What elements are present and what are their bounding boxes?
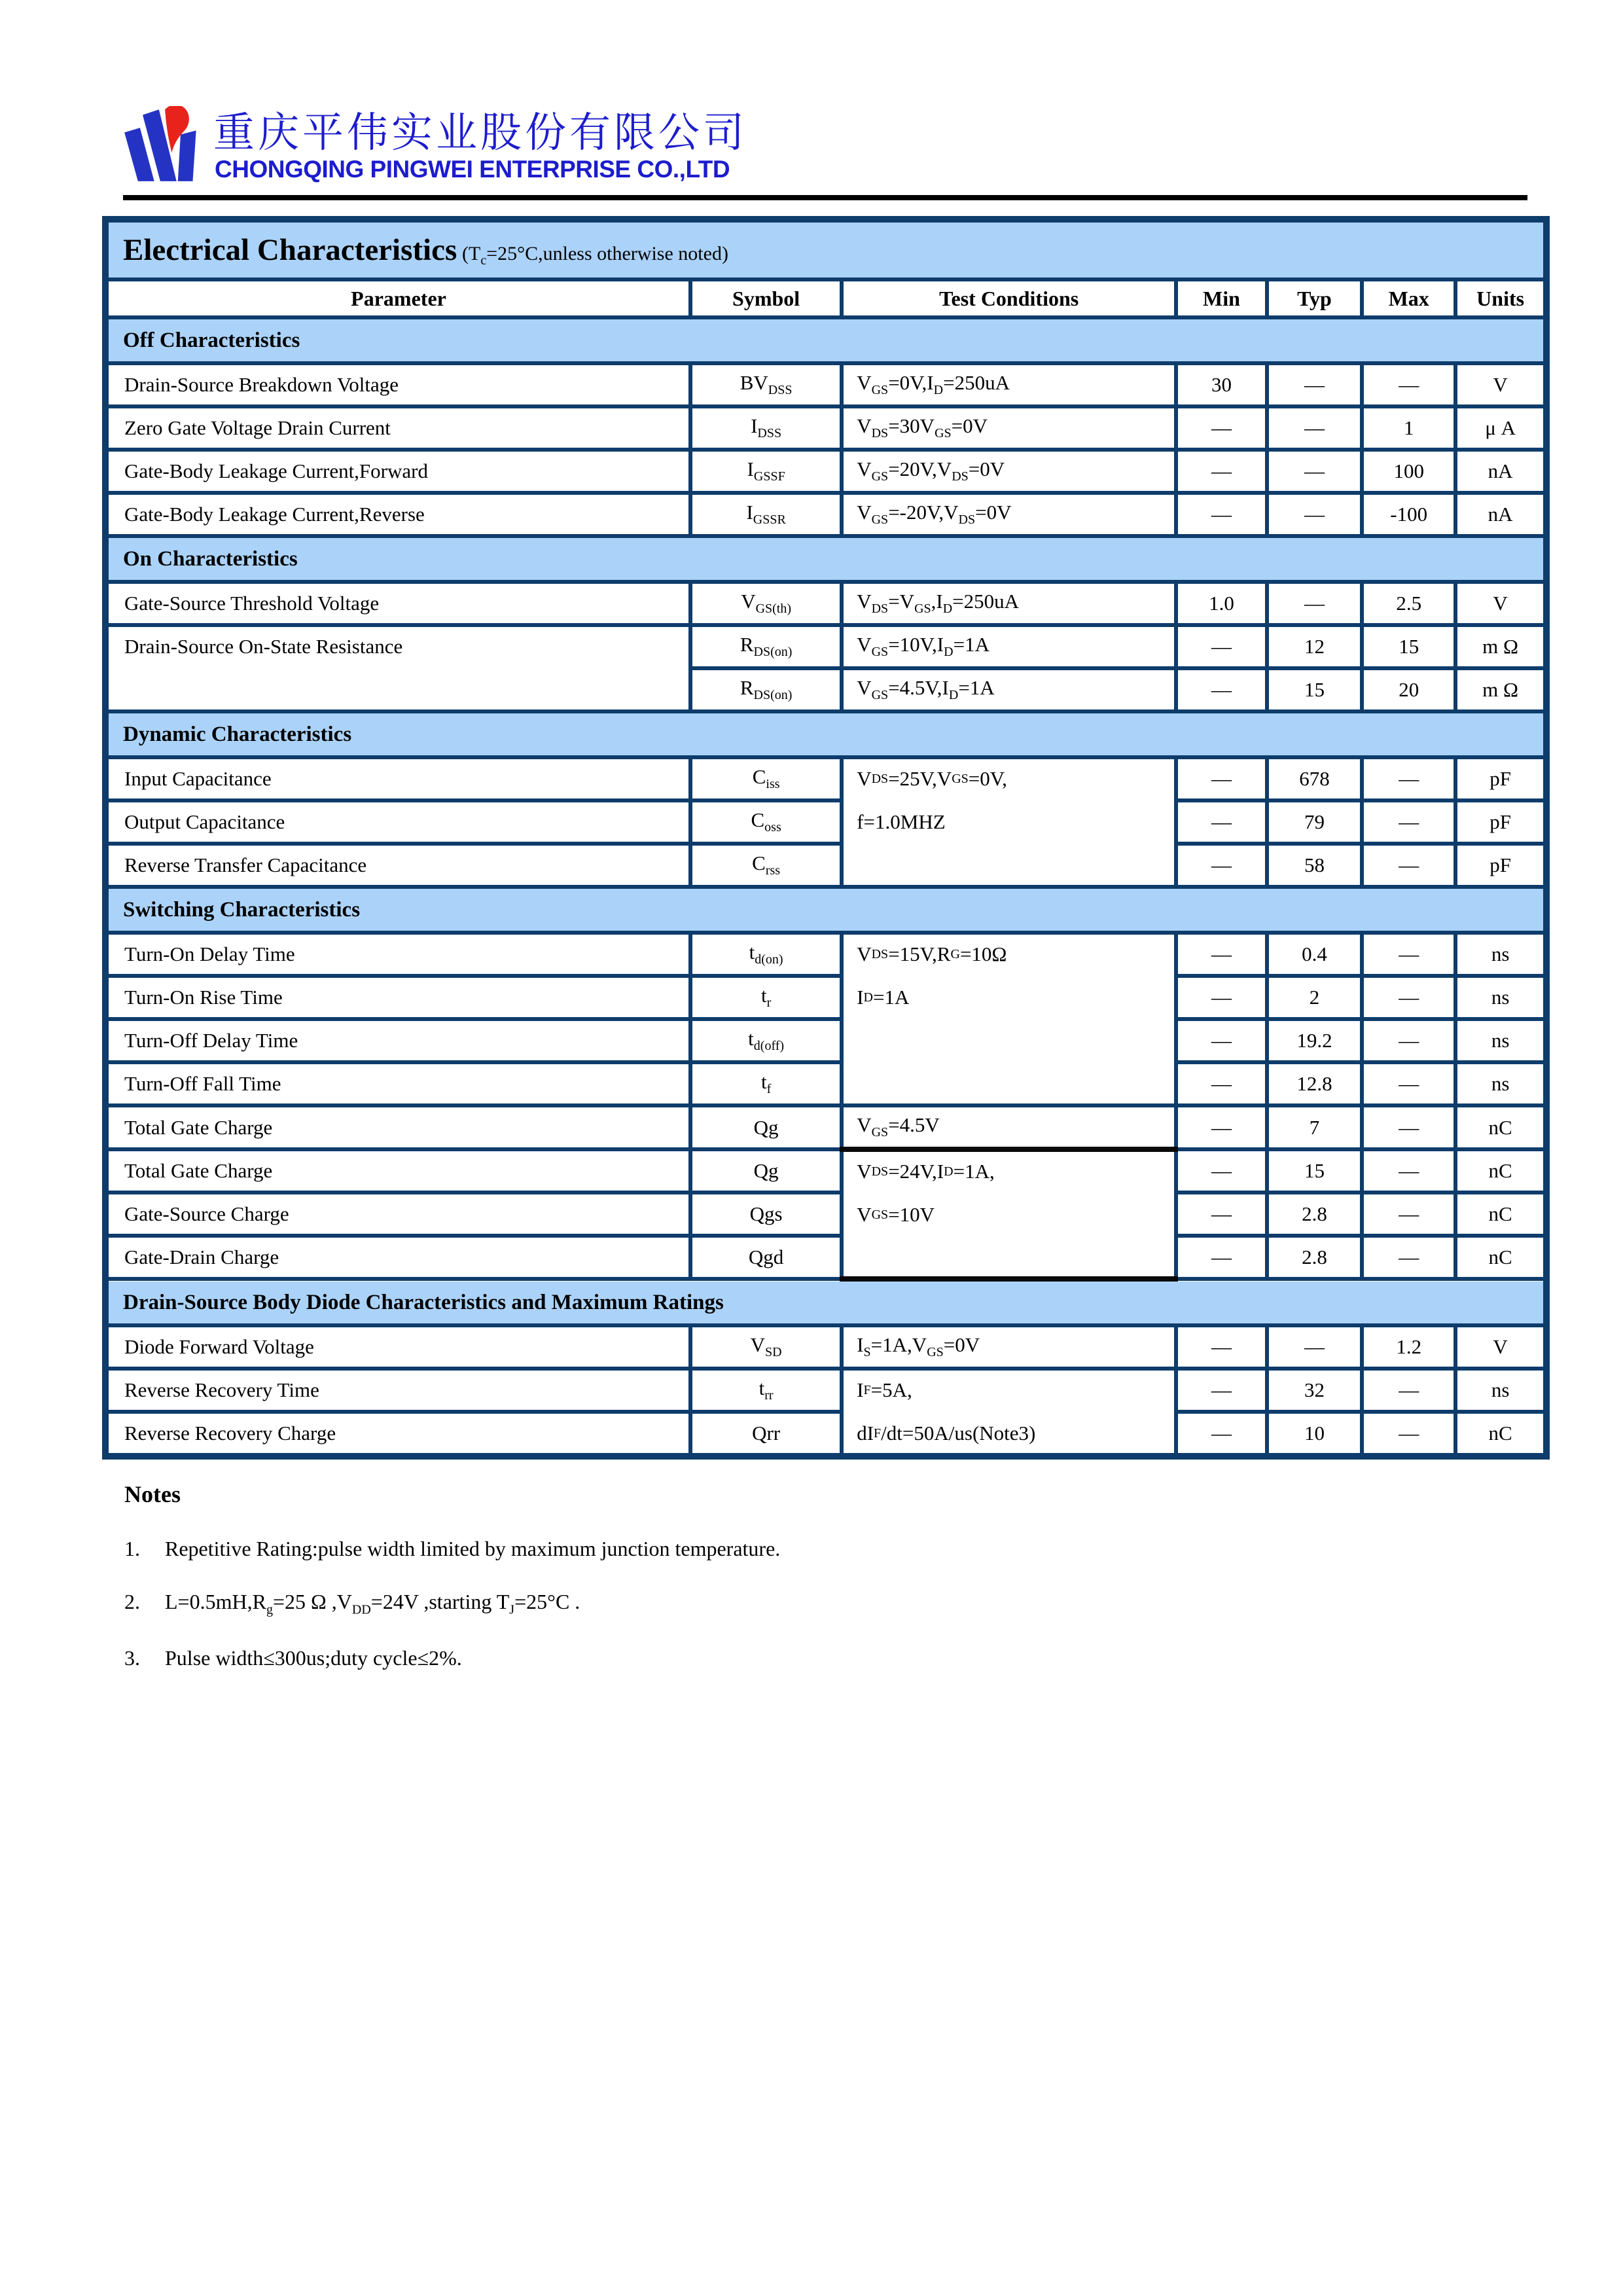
units-cell: nC [1455,1149,1546,1193]
cond-cell: $V_{DS}=V_{GS},I_D=250uA$ [842,582,1176,625]
typ-cell: 12 [1267,625,1362,668]
company-logo-icon [122,106,203,182]
units-cell: V [1455,363,1546,406]
symbol-cell: Qg [690,1105,842,1149]
units-cell: nA [1455,493,1546,536]
units-cell: V [1455,582,1546,625]
min-cell: — [1176,493,1267,536]
cond-cell: $I_S=1A,V_{GS}=0V$ [842,1325,1176,1369]
symbol-cell: $I_{GSSF}$ [690,450,842,493]
param-cell: Gate-Drain Charge [105,1236,690,1279]
max-cell: 15 [1362,625,1455,668]
typ-cell: — [1267,1325,1362,1369]
table-row [105,800,1546,844]
typ-cell: 79 [1267,800,1362,844]
max-cell: 2.5 [1362,582,1455,625]
symbol-cell: Qg [690,1149,842,1193]
table-row [105,406,1546,450]
note-number: 3. [124,1646,140,1670]
symbol-cell: $C_{oss}$ [690,800,842,844]
max-cell: — [1362,800,1455,844]
max-cell: — [1362,933,1455,976]
symbol-cell: $t_r$ [690,976,842,1019]
typ-cell: 19.2 [1267,1019,1362,1062]
units-cell: nC [1455,1236,1546,1279]
cond-cell: $V_{GS}=0V,I_D=250uA$ [842,363,1176,406]
param-cell: Turn-Off Delay Time [105,1019,690,1062]
units-cell: nC [1455,1412,1546,1456]
col-header-max: Max [1362,279,1455,317]
units-cell: nC [1455,1193,1546,1236]
column-header-row [105,279,1546,317]
param-cell: Reverse Transfer Capacitance [105,844,690,887]
min-cell: — [1176,668,1267,711]
note-item [124,1646,1302,1670]
units-cell: ns [1455,1062,1546,1105]
param-cell: Turn-On Rise Time [105,976,690,1019]
param-cell: Gate-Source Charge [105,1193,690,1236]
col-header-test-conditions: Test Conditions [842,279,1176,317]
typ-cell: 2.8 [1267,1193,1362,1236]
table-row [105,933,1546,976]
typ-cell: 678 [1267,757,1362,800]
electrical-characteristics-table [102,216,1550,1460]
units-cell: ns [1455,1369,1546,1412]
min-cell: — [1176,1105,1267,1149]
param-cell: Reverse Recovery Time [105,1369,690,1412]
min-cell: — [1176,933,1267,976]
min-cell: — [1176,625,1267,668]
table-title-cell [105,219,1546,279]
param-cell: Gate-Body Leakage Current,Forward [105,450,690,493]
units-cell: V [1455,1325,1546,1369]
table-row [105,1149,1546,1193]
company-name-en: CHONGQING PINGWEI ENTERPRISE CO.,LTD [215,156,730,183]
typ-cell: 2.8 [1267,1236,1362,1279]
units-cell: pF [1455,800,1546,844]
table-row [105,625,1546,668]
min-cell: 30 [1176,363,1267,406]
param-cell: Drain-Source On-State Resistance [105,625,690,711]
units-cell: m Ω [1455,625,1546,668]
units-cell: nC [1455,1105,1546,1149]
symbol-cell: $R_{DS(on)}$ [690,668,842,711]
cond-cell: V DS =15V,R G =10Ω I D =1A [842,933,1176,1105]
symbol-cell: $R_{DS(on)}$ [690,625,842,668]
min-cell: — [1176,406,1267,450]
param-cell: Total Gate Charge [105,1149,690,1193]
max-cell: — [1362,1369,1455,1412]
max-cell: — [1362,1105,1455,1149]
max-cell: — [1362,976,1455,1019]
min-cell: — [1176,976,1267,1019]
min-cell: — [1176,1325,1267,1369]
min-cell: 1.0 [1176,582,1267,625]
symbol-cell: $t_f$ [690,1062,842,1105]
table-row [105,1369,1546,1412]
table-row [105,582,1546,625]
cond-cell: $V_{DS}=30V_{GS}=0V$ [842,406,1176,450]
min-cell: — [1176,1369,1267,1412]
cond-cell: $V_{GS}=-20V,V_{DS}=0V$ [842,493,1176,536]
symbol-cell: $I_{GSSR}$ [690,493,842,536]
cond-cell: V DS =25V,V GS =0V, f=1.0MHZ [842,757,1176,887]
section-header-body-diode: Drain-Source Body Diode Characteristics and Maximum Ratings [105,1279,1546,1325]
min-cell: — [1176,450,1267,493]
units-cell: ns [1455,1019,1546,1062]
col-header-min: Min [1176,279,1267,317]
typ-cell: 58 [1267,844,1362,887]
param-cell: Input Capacitance [105,757,690,800]
symbol-cell: $V_{SD}$ [690,1325,842,1369]
param-cell: Zero Gate Voltage Drain Current [105,406,690,450]
table-title: Electrical Characteristics [123,232,457,267]
max-cell: — [1362,1236,1455,1279]
min-cell: — [1176,1019,1267,1062]
min-cell: — [1176,1236,1267,1279]
param-cell: Drain-Source Breakdown Voltage [105,363,690,406]
max-cell: 100 [1362,450,1455,493]
param-cell: Diode Forward Voltage [105,1325,690,1369]
symbol-cell: $C_{iss}$ [690,757,842,800]
table-title-note: ($T_c=25^\circ C,unless$ otherwise noted) [462,242,728,268]
symbol-cell: Qrr [690,1412,842,1456]
table-row [105,844,1546,887]
section-header-off: Off Characteristics [105,317,1546,363]
table-row [105,1019,1546,1062]
min-cell: — [1176,757,1267,800]
typ-cell: 15 [1267,1149,1362,1193]
min-cell: — [1176,1412,1267,1456]
param-cell: Reverse Recovery Charge [105,1412,690,1456]
max-cell: 1 [1362,406,1455,450]
col-header-symbol: Symbol [690,279,842,317]
symbol-cell: $t_{rr}$ [690,1369,842,1412]
symbol-cell: $C_{rss}$ [690,844,842,887]
max-cell: — [1362,1149,1455,1193]
table-row [105,450,1546,493]
notes-heading: Notes [124,1481,181,1507]
max-cell: — [1362,1019,1455,1062]
param-cell: Turn-Off Fall Time [105,1062,690,1105]
company-name-cn: 重庆平伟实业股份有限公司 [213,110,747,156]
note-text: Repetitive Rating:pulse width limited by maximum junction temperature. [165,1537,781,1560]
units-cell: μ A [1455,406,1546,450]
col-header-units: Units [1455,279,1546,317]
max-cell: — [1362,363,1455,406]
note-text: Pulse width≤300us;duty cycle≤2%. [165,1646,462,1670]
col-header-parameter: Parameter [105,279,690,317]
max-cell: — [1362,1412,1455,1456]
max-cell: — [1362,757,1455,800]
notes-block [124,1480,1302,1670]
symbol-cell: Qgd [690,1236,842,1279]
table-row [105,1193,1546,1236]
typ-cell: — [1267,450,1362,493]
table-row [105,1105,1546,1149]
table-title-row [105,219,1546,279]
typ-cell: — [1267,406,1362,450]
max-cell: — [1362,1193,1455,1236]
typ-cell: 0.4 [1267,933,1362,976]
units-cell: pF [1455,844,1546,887]
section-header-dynamic: Dynamic Characteristics [105,711,1546,757]
table-row [105,1062,1546,1105]
electrical-characteristics-section [102,216,1550,1460]
typ-cell: 2 [1267,976,1362,1019]
units-cell: ns [1455,933,1546,976]
note-text: $L=0.5mH,R_g=25$ Ω $,V_{DD}=24V$ ,starting $T_J=25^\circ C$ . [165,1590,580,1617]
table-row [105,1412,1546,1456]
typ-cell: 7 [1267,1105,1362,1149]
symbol-cell: $t_{d(on)}$ [690,933,842,976]
symbol-cell: $BV_{DSS}$ [690,363,842,406]
param-cell: Total Gate Charge [105,1105,690,1149]
cond-cell: V DS =24V,I D =1A, V GS =10V [842,1149,1176,1279]
note-item [124,1590,1302,1617]
min-cell: — [1176,1149,1267,1193]
units-cell: pF [1455,757,1546,800]
units-cell: m Ω [1455,668,1546,711]
symbol-cell: $t_{d(off)}$ [690,1019,842,1062]
max-cell: -100 [1362,493,1455,536]
table-row [105,976,1546,1019]
cond-cell: $V_{GS}=4.5V,I_D=1A$ [842,668,1176,711]
typ-cell: 32 [1267,1369,1362,1412]
param-cell: Gate-Body Leakage Current,Reverse [105,493,690,536]
symbol-cell: Qgs [690,1193,842,1236]
header-divider [123,195,1527,200]
min-cell: — [1176,844,1267,887]
cond-cell: $V_{GS}=10V,I_D=1A$ [842,625,1176,668]
param-cell: Gate-Source Threshold Voltage [105,582,690,625]
table-row [105,493,1546,536]
typ-cell: — [1267,582,1362,625]
param-cell: Output Capacitance [105,800,690,844]
min-cell: — [1176,800,1267,844]
cond-cell: I F =5A, dI F /dt=50A/us(Note3) [842,1369,1176,1456]
section-header-switching: Switching Characteristics [105,887,1546,933]
typ-cell: 12.8 [1267,1062,1362,1105]
typ-cell: 15 [1267,668,1362,711]
typ-cell: — [1267,493,1362,536]
col-header-typ: Typ [1267,279,1362,317]
note-number: 2. [124,1590,140,1613]
max-cell: 20 [1362,668,1455,711]
table-row [105,1236,1546,1279]
symbol-cell: $I_{DSS}$ [690,406,842,450]
table-row [105,1325,1546,1369]
note-number: 1. [124,1537,140,1560]
max-cell: — [1362,1062,1455,1105]
max-cell: — [1362,844,1455,887]
cond-cell: $V_{GS}=4.5V$ [842,1105,1176,1149]
table-row [105,363,1546,406]
typ-cell: 10 [1267,1412,1362,1456]
max-cell: 1.2 [1362,1325,1455,1369]
note-item [124,1537,1302,1561]
cond-cell: $V_{GS}=20V,V_{DS}=0V$ [842,450,1176,493]
table-row [105,757,1546,800]
symbol-cell: $V_{GS(th)}$ [690,582,842,625]
min-cell: — [1176,1062,1267,1105]
typ-cell: — [1267,363,1362,406]
section-header-on: On Characteristics [105,536,1546,582]
units-cell: nA [1455,450,1546,493]
units-cell: ns [1455,976,1546,1019]
min-cell: — [1176,1193,1267,1236]
param-cell: Turn-On Delay Time [105,933,690,976]
